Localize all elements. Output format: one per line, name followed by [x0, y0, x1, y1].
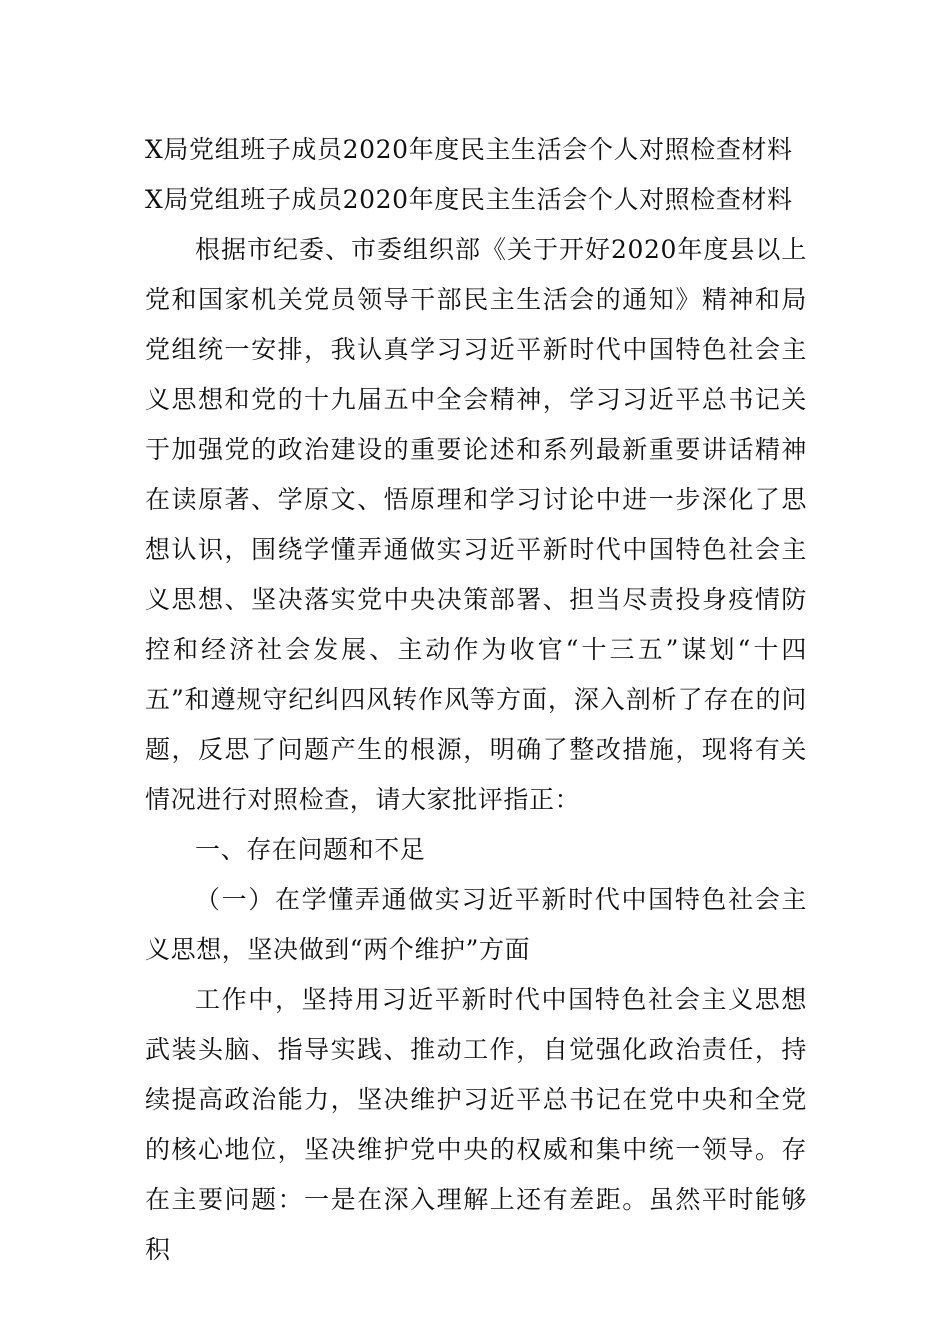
intro-paragraph: 根据市纪委、市委组织部《关于开好2020年度县以上党和国家机关党员领导干部民主生活会的通知》精神和局党组统一安排，我认真学习习近平新时代中国特色社会主义思想和党的十九届五中全会精神，学习习近平总书记关于加强党的政治建设的重要论述和系列最新重要讲话精神在读原著、学原文、悟原理和学习讨论中进一步深化了思想认识，围绕学懂弄通做实习近平新时代中国特色社会主义思想、坚决落实党中央决策部署、担当尽责投身疫情防控和经济社会发展、主动作为收官“十三五”谋划“十四五”和遵规守纪纠四风转作风等方面，深入剖析了存在的问题，反思了问题产生的根源，明确了整改措施，现将有关情况进行对照检查，请大家批评指正：	[145, 235, 807, 814]
section-heading: 一、存在问题和不足	[195, 835, 426, 864]
body-paragraph: 工作中，坚持用习近平新时代中国特色社会主义思想武装头脑、指导实践、推动工作，自觉强化政治责任，持续提高政治能力，坚决维护习近平总书记在党中央和全党的核心地位，坚决维护党中央的权威和集中统一领导。存在主要问题：一是在深入理解上还有差距。虽然平时能够积	[145, 985, 807, 1264]
subsection-heading: （一）在学懂弄通做实习近平新时代中国特色社会主义思想，坚决做到“两个维护”方面	[145, 885, 807, 964]
document-page	[145, 125, 807, 1275]
document-title: X局党组班子成员2020年度民主生活会个人对照检查材料	[145, 135, 793, 164]
document-title-repeat: X局党组班子成员2020年度民主生活会个人对照检查材料	[145, 185, 793, 214]
